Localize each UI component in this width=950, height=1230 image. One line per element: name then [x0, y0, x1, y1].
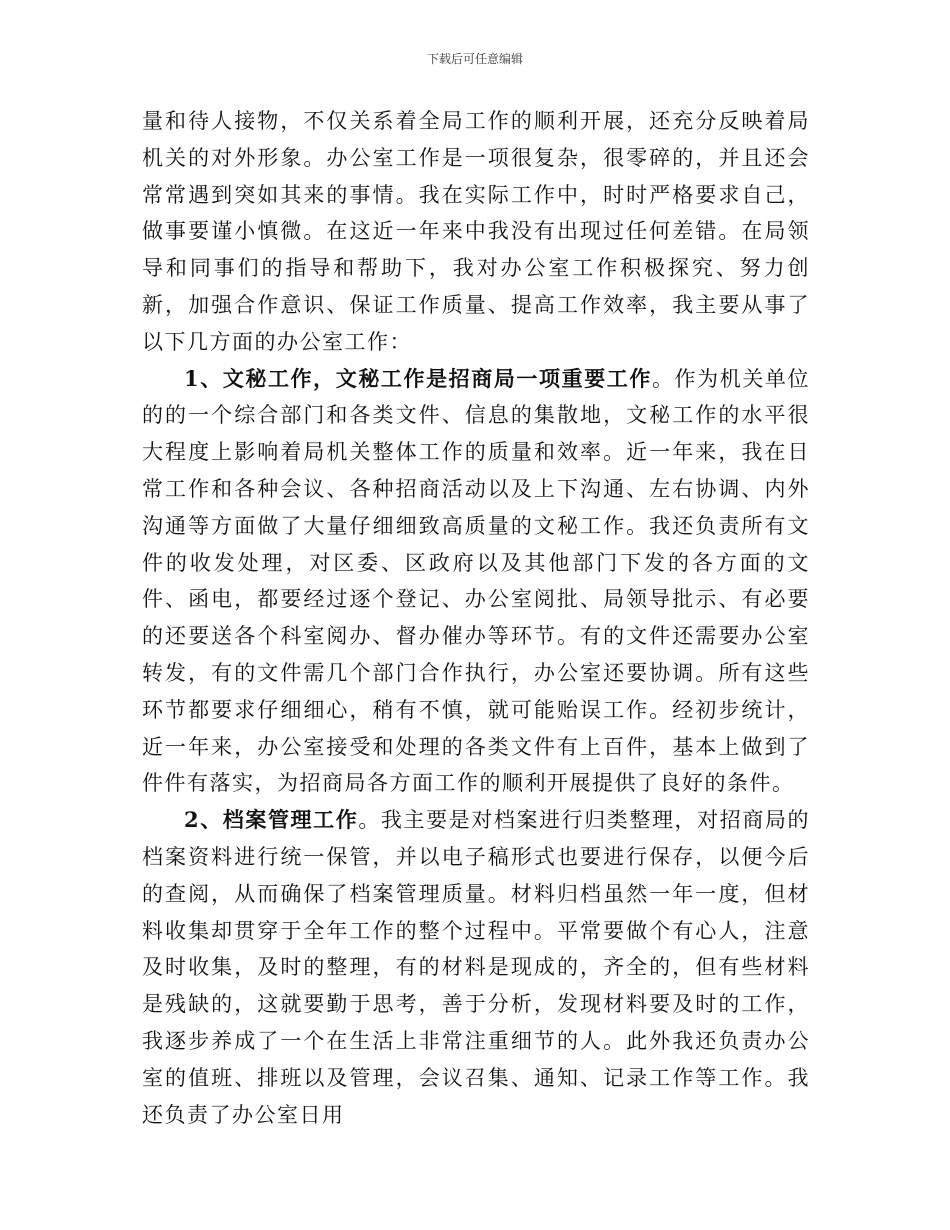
- paragraph-2: [142, 361, 810, 803]
- paragraph-2-text: 。作为机关单位的的一个综合部门和各类文件、信息的集散地，文秘工作的水平很大程度上影响着局机关整体工作的质量和效率。近一年来，我在日常工作和各种会议、各种招商活动以及上下沟通、左右协调、内外沟通等方面做了大量仔细细致高质量的文秘工作。我还负责所有文件的收发处理，对区委、区政府以及其他部门下发的各方面的文件、函电，都要经过逐个登记、办公室阅批、局领导批示、有必要的还要送各个科室阅办、督办催办等环节。有的文件还需要办公室转发，有的文件需几个部门合作执行，办公室还要协调。所有这些环节都要求仔细细心，稍有不慎，就可能贻误工作。经初步统计，近一年来，办公室接受和处理的各类文件有上百件，基本上做到了件件有落实，为招商局各方面工作的顺利开展提供了良好的条件。: [142, 366, 810, 796]
- section-heading-2: 2、档案管理工作: [184, 807, 359, 833]
- paragraph-3: [142, 802, 810, 1133]
- paragraph-1: 量和待人接物，不仅关系着全局工作的顺利开展，还充分反映着局机关的对外形象。办公室工作是一项很复杂，很零碎的，并且还会常常遇到突如其来的事情。我在实际工作中，时时严格要求自己，做事要谨小慎微。在这近一年来中我没有出现过任何差错。在局领导和同事们的指导和帮助下，我对办公室工作积极探究、努力创新，加强合作意识、保证工作质量、提高工作效率，我主要从事了以下几方面的办公室工作：: [142, 109, 810, 354]
- page-header: 下载后可任意编辑: [426, 52, 523, 66]
- section-heading-1: 1、文秘工作，文秘工作是招商局一项重要工作: [184, 365, 652, 391]
- document-body: [142, 103, 810, 1133]
- paragraph-3-text: 。我主要是对档案进行归类整理，对招商局的档案资料进行统一保管，并以电子稿形式也要进行保存，以便今后的查阅，从而确保了档案管理质量。材料归档虽然一年一度，但材料收集却贯穿于全年工作的整个过程中。平常要做个有心人，注意及时收集，及时的整理，有的材料是现成的，齐全的，但有些材料是残缺的，这就要勤于思考，善于分析，发现材料要及时的工作，我逐步养成了一个在生活上非常注重细节的人。此外我还负责办公室的值班、排班以及管理，会议召集、通知、记录工作等工作。我还负责了办公室日用: [142, 808, 810, 1127]
